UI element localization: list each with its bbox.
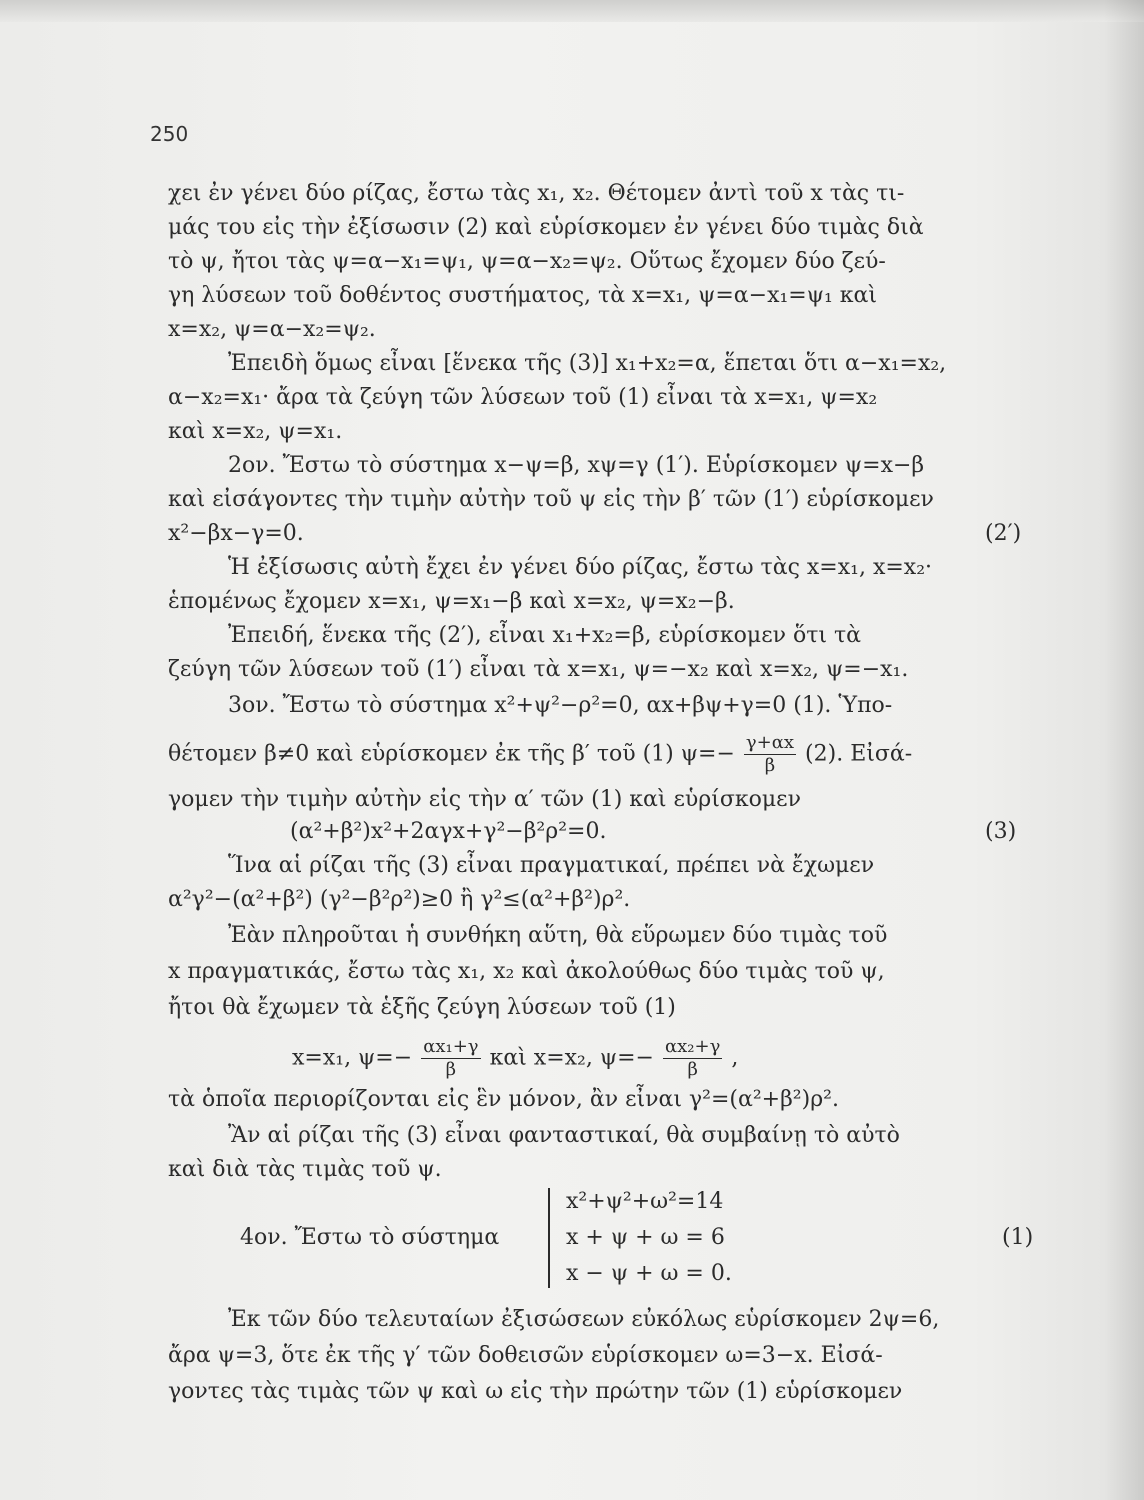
text-line: ζεύγη τῶν λύσεων τοῦ (1′) εἶναι τὰ x=x₁, ψ=−x₂ καὶ x=x₂, ψ=−x₁. — [168, 657, 909, 682]
text-line: μάς του εἰς τὴν ἐξίσωσιν (2) καὶ εὑρίσκομεν ἐν γένει δύο τιμὰς διὰ — [168, 215, 924, 240]
text-line: α−x₂=x₁· ἄρα τὰ ζεύγη τῶν λύσεων τοῦ (1) εἶναι τὰ x=x₁, ψ=x₂ — [168, 385, 878, 410]
text-line: γοντες τὰς τιμὰς τῶν ψ καὶ ω εἰς τὴν πρώτην τῶν (1) εὑρίσκομεν — [168, 1379, 903, 1404]
text-line: ἤτοι θὰ ἔχωμεν τὰ ἑξῆς ζεύγη λύσεων τοῦ (1) — [168, 995, 676, 1020]
text-line: Ἐπειδὴ ὅμως εἶναι [ἕνεκα τῆς (3)] x₁+x₂=α, ἕπεται ὅτι α−x₁=x₂, — [228, 351, 947, 376]
scan-top-shadow — [0, 0, 1144, 22]
text-segment: , — [731, 1045, 739, 1071]
text-line: Ἐκ τῶν δύο τελευταίων ἐξισώσεων εὐκόλως εὑρίσκομεν 2ψ=6, — [228, 1307, 940, 1332]
scan-gutter-shadow — [1104, 0, 1144, 1500]
solutions-equation-line — [292, 1036, 738, 1081]
text-line: ἄρα ψ=3, ὅτε ἐκ τῆς γ′ τῶν δοθεισῶν εὑρίσκομεν ω=3−x. Εἰσά- — [168, 1343, 883, 1368]
fraction — [744, 732, 796, 777]
text-segment: καὶ x=x₂, ψ=− — [489, 1045, 654, 1071]
text-line: τὰ ὁποῖα περιορίζονται εἰς ἓν μόνον, ἂν εἶναι γ²=(α²+β²)ρ². — [168, 1087, 839, 1112]
fraction-numerator: αx₂+γ — [664, 1036, 721, 1057]
equation-line: x²−βx−γ=0. — [168, 521, 304, 546]
system-brace-tip — [540, 1232, 550, 1244]
text-line: x πραγματικάς, ἔστω τὰς x₁, x₂ καὶ ἀκολούθως δύο τιμὰς τοῦ ψ, — [168, 959, 885, 984]
fraction — [663, 1036, 722, 1081]
equation-line: (α²+β²)x²+2αγx+γ²−β²ρ²=0. — [290, 819, 607, 844]
page-number: 250 — [150, 122, 189, 146]
system-equation: x²+ψ²+ω²=14 — [566, 1189, 724, 1214]
fraction-numerator: αx₁+γ — [423, 1036, 479, 1057]
text-line: Ἐὰν πληροῦται ἡ συνθήκη αὕτη, θὰ εὕρωμεν δύο τιμὰς τοῦ — [228, 923, 888, 948]
text-line: γομεν τὴν τιμὴν αὐτὴν εἰς τὴν α′ τῶν (1) καὶ εὑρίσκομεν — [168, 787, 801, 812]
fraction-denominator: β — [764, 755, 776, 776]
equation-label: (2′) — [985, 521, 1022, 546]
text-line: x=x₂, ψ=α−x₂=ψ₂. — [168, 317, 376, 342]
equation-label: (3) — [985, 819, 1017, 844]
text-line: καὶ x=x₂, ψ=x₁. — [168, 419, 343, 444]
system-equation: x + ψ + ω = 6 — [566, 1225, 725, 1250]
text-segment: θέτομεν β≠0 καὶ εὑρίσκομεν ἐκ τῆς β′ τοῦ (1) ψ=− — [168, 741, 735, 767]
text-line: καὶ διὰ τὰς τιμὰς τοῦ ψ. — [168, 1157, 442, 1182]
equation-line: α²γ²−(α²+β²) (γ²−β²ρ²)≥0 ἢ γ²≤(α²+β²)ρ². — [168, 887, 631, 912]
fraction-denominator: β — [687, 1059, 698, 1080]
text-line: ἑπομένως ἔχομεν x=x₁, ψ=x₁−β καὶ x=x₂, ψ=x₂−β. — [168, 589, 735, 614]
text-line: καὶ εἰσάγοντες τὴν τιμὴν αὐτὴν τοῦ ψ εἰς τὴν β′ τῶν (1′) εὑρίσκομεν — [168, 487, 934, 512]
section-2-heading-line: 2ον. Ἔστω τὸ σύστημα x−ψ=β, xψ=γ (1′). Εὑρίσκομεν ψ=x−β — [228, 453, 925, 478]
text-line: γη λύσεων τοῦ δοθέντος συστήματος, τὰ x=x₁, ψ=α−x₁=ψ₁ καὶ — [168, 283, 878, 308]
fraction-denominator: β — [445, 1059, 457, 1080]
text-line-with-fraction — [168, 732, 912, 777]
text-line: Ἵνα αἱ ρίζαι τῆς (3) εἶναι πραγματικαί, πρέπει νὰ ἔχωμεν — [228, 853, 875, 878]
text-segment: (2). Εἰσά- — [805, 741, 913, 767]
text-line: Ἐπειδή, ἕνεκα τῆς (2′), εἶναι x₁+x₂=β, εὑρίσκομεν ὅτι τὰ — [228, 623, 862, 648]
text-line: Ἂν αἱ ρίζαι τῆς (3) εἶναι φανταστικαί, θὰ συμβαίνῃ τὸ αὐτὸ — [228, 1123, 900, 1148]
fraction-numerator: γ+αx — [745, 732, 795, 753]
fraction — [421, 1036, 480, 1081]
equation-label: (1) — [1002, 1225, 1034, 1250]
text-line: Ἡ ἐξίσωσις αὐτὴ ἔχει ἐν γένει δύο ρίζας, ἔστω τὰς x=x₁, x=x₂· — [228, 555, 933, 580]
text-line: χει ἐν γένει δύο ρίζας, ἔστω τὰς x₁, x₂. Θέτομεν ἀντὶ τοῦ x τὰς τι- — [168, 181, 905, 206]
section-4-heading: 4ον. Ἔστω τὸ σύστημα — [240, 1225, 500, 1250]
text-line: τὸ ψ, ἤτοι τὰς ψ=α−x₁=ψ₁, ψ=α−x₂=ψ₂. Οὕτως ἔχομεν δύο ζεύ- — [168, 249, 886, 274]
text-segment: x=x₁, ψ=− — [292, 1045, 413, 1071]
section-3-heading-line: 3ον. Ἔστω τὸ σύστημα x²+ψ²−ρ²=0, αx+βψ+γ=0 (1). Ὑπο- — [228, 693, 893, 718]
system-equation: x − ψ + ω = 0. — [566, 1261, 732, 1286]
